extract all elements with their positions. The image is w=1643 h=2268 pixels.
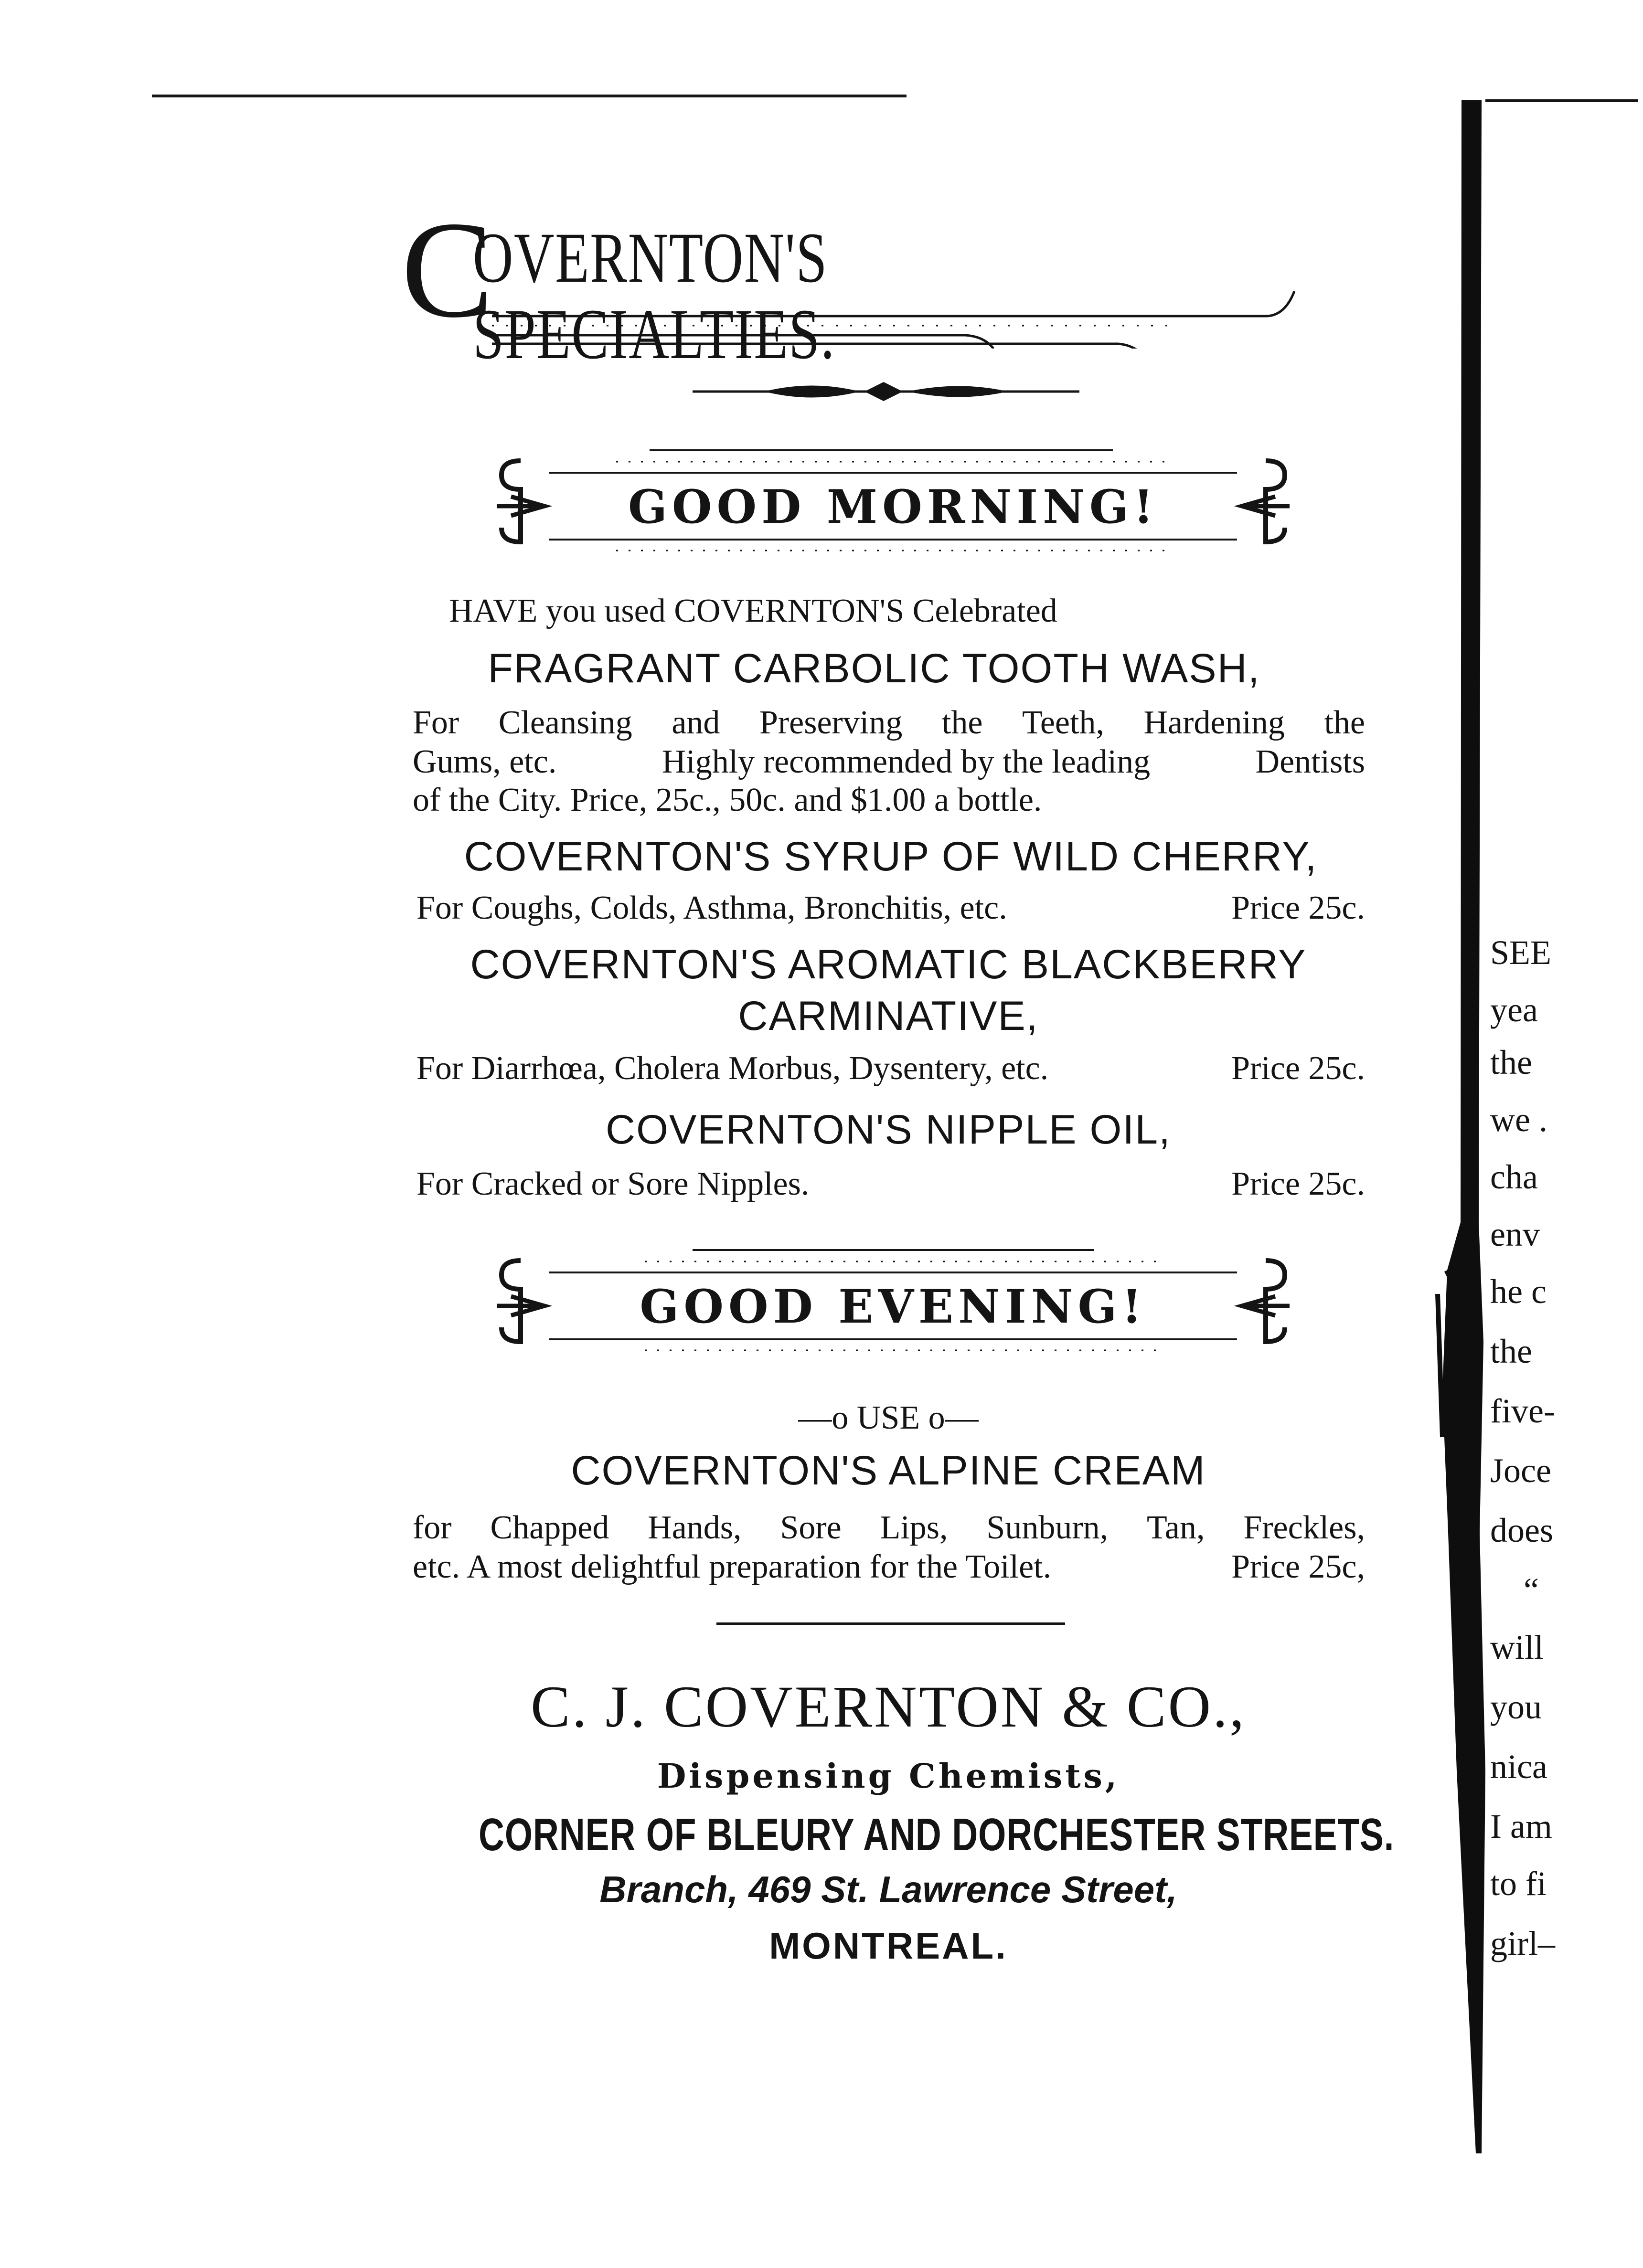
description: etc. A most delightful preparation for the Toilet. [413,1548,1052,1585]
use-line: —o USE o— [798,1399,979,1436]
word: Hands, [648,1509,742,1546]
top-rule [152,95,907,97]
page-title [401,193,1380,374]
product-description-line [416,889,1365,927]
product-heading-alpine-cream: COVERNTON'S ALPINE CREAM [571,1448,1206,1494]
word: for [413,1509,452,1546]
firm-branch-address: Branch, 469 St. Lawrence Street, [599,1868,1177,1910]
adjacent-page-word: nica [1490,1748,1547,1786]
word: Highly recommended by the leading [661,743,1151,780]
word: Gums, etc. [413,743,557,780]
adjacent-page-word: to fi [1490,1865,1547,1903]
section-divider [716,1622,1065,1625]
adjacent-page-word: SEE [1490,933,1552,972]
price: Price 25c. [1231,1166,1365,1202]
product-description-line [413,1509,1365,1547]
intro-line: HAVE you used COVERNTON'S Celebrated [449,593,1057,629]
adjacent-page-word: yea [1490,991,1538,1029]
word: the [1324,704,1365,741]
adjacent-page-word: cha [1490,1158,1538,1196]
good-morning-heading: GOOD MORNING! [628,480,1159,534]
adjacent-page-word: does [1490,1511,1553,1549]
adjacent-page-word: “ [1524,1571,1539,1609]
product-heading-wild-cherry: COVERNTON'S SYRUP OF WILD CHERRY, [464,834,1318,880]
description: For Coughs, Colds, Asthma, Bronchitis, etc. [416,890,1007,926]
title-flourish-ornament [487,272,1299,349]
adjacent-page-word: will [1490,1628,1544,1666]
product-description-line [416,1049,1365,1088]
title-text: OVERNTON'S SPECIALTIES. [473,218,835,374]
price: Price 25c. [1231,1050,1365,1087]
word: the [941,704,983,741]
word: Freckles, [1243,1509,1365,1546]
word: Sore [780,1509,842,1546]
word: For [413,704,459,741]
word: Teeth, [1022,704,1104,741]
adjacent-page-word: he c [1490,1272,1547,1311]
adjacent-page-word: Joce [1490,1452,1551,1490]
price: Price 25c. [1231,890,1365,926]
firm-address-corner: CORNER OF BLEURY AND DORCHESTER STREETS. [479,1809,1395,1860]
adjacent-page-word: five- [1490,1392,1555,1430]
adjacent-page-word: the [1490,1332,1532,1370]
product-heading-tooth-wash: FRAGRANT CARBOLIC TOOTH WASH, [488,646,1260,691]
adjacent-page-word: you [1490,1688,1542,1726]
divider-ornament [693,380,1079,403]
word: Preserving [759,704,903,741]
firm-city: MONTREAL. [769,1925,1008,1967]
adjacent-page-word: the [1490,1043,1532,1081]
word: Chapped [490,1509,609,1546]
description: For Diarrhœa, Cholera Morbus, Dysentery, etc. [416,1050,1049,1087]
word: Tan, [1147,1509,1205,1546]
product-description-line [416,1165,1365,1203]
good-evening-banner [492,1246,1294,1356]
title-initial: C [401,193,494,346]
word: Lips, [880,1509,948,1546]
description: For Cracked or Sore Nipples. [416,1166,810,1202]
word: and [672,704,720,741]
product-price-line: of the City. Price, 25c., 50c. and $1.00 a bottle. [413,782,1042,818]
firm-subtitle: Dispensing Chemists, [657,1756,1120,1796]
good-morning-banner [492,446,1294,556]
adjacent-page-word: I am [1490,1807,1552,1845]
product-description-line [413,704,1365,742]
word: Sunburn, [986,1509,1109,1546]
product-heading-blackberry-2: CARMINATIVE, [738,993,1039,1039]
product-description-line [413,743,1365,781]
product-description-line [413,1548,1365,1586]
word: Dentists [1255,743,1365,780]
good-evening-heading: GOOD EVENING! [640,1280,1147,1334]
firm-name: C. J. COVERNTON & CO., [530,1674,1247,1739]
adjacent-page-word: env [1490,1215,1540,1253]
word: Cleansing [498,704,632,741]
adjacent-page-word: we . [1490,1101,1547,1139]
product-heading-blackberry: COVERNTON'S AROMATIC BLACKBERRY [470,942,1307,987]
adjacent-page-word: girl– [1490,1924,1555,1962]
word: Hardening [1143,704,1285,741]
price: Price 25c, [1231,1548,1365,1585]
product-heading-nipple-oil: COVERNTON'S NIPPLE OIL, [606,1107,1171,1153]
